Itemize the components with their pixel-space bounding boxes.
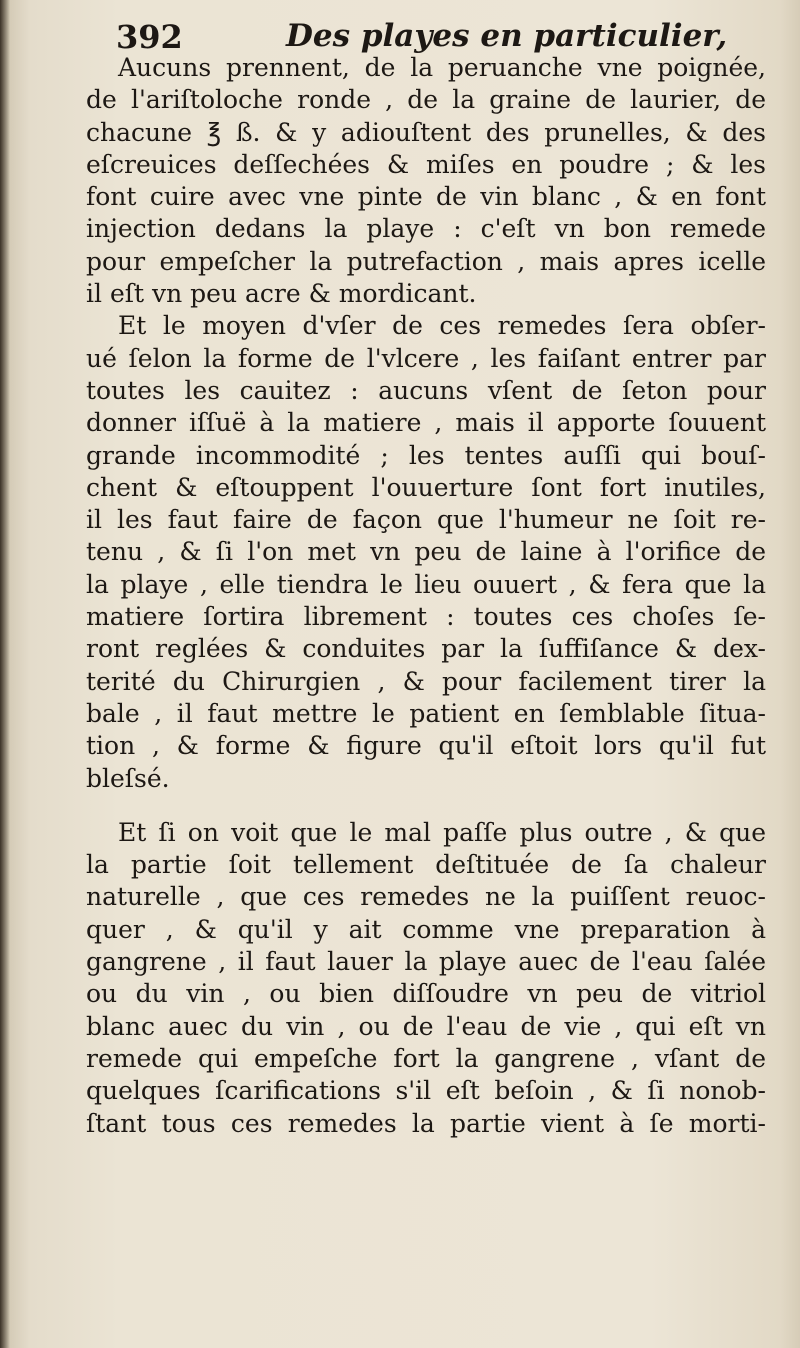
text-line: ué ſelon la forme de l'vlcere , les faiſant entrer par	[86, 343, 766, 373]
text-line: de l'ariſtoloche ronde , de la graine de laurier, de	[86, 85, 766, 115]
text-line: bale , il faut mettre le patient en ſemblable ſitua-	[86, 698, 766, 728]
text-line: eſcreuices deſſechées & miſes en poudre ; & les	[86, 149, 766, 179]
text-line: naturelle , que ces remedes ne la puiſſent reuoc-	[86, 882, 766, 912]
text-line: ou du vin , ou bien diſſoudre vn peu de vitriol	[86, 979, 766, 1009]
text-line: font cuire avec vne pinte de vin blanc , & en font	[86, 182, 766, 212]
text-line: Et ſi on voit que le mal paſſe plus outre , & que	[118, 817, 766, 847]
binding-gutter-shadow	[0, 0, 10, 1348]
text-line: il eſt vn peu acre & mordicant.	[86, 279, 477, 309]
paragraph	[86, 817, 766, 1140]
text-line: bleſsé.	[86, 763, 170, 793]
text-line: donner iſſuë à la matiere , mais il apporte ſouuent	[86, 408, 766, 438]
text-line: matiere ſortira librement : toutes ces choſes ſe-	[86, 602, 766, 632]
text-line: chent & eſtouppent l'ouuerture ſont fort inutiles,	[86, 472, 766, 502]
text-line: toutes les cauitez : aucuns vſent de ſeton pour	[86, 375, 766, 405]
text-line: Aucuns prennent, de la peruanche vne poignée,	[118, 53, 766, 82]
text-line: la playe , elle tiendra le lieu ouuert , & fera que la	[86, 569, 766, 599]
text-line: tion , & forme & figure qu'il eſtoit lors qu'il fut	[86, 731, 766, 761]
text-line: chacune ℥ ß. & y adiouſtent des prunelles, & des	[86, 117, 766, 147]
text-line: Et le moyen d'vſer de ces remedes ſera obſer-	[118, 311, 766, 341]
text-line: grande incommodité ; les tentes auſſi qui bouſ-	[86, 440, 766, 470]
running-head: Des playes en particulier,	[286, 18, 728, 54]
text-line: quer , & qu'il y ait comme vne preparation à	[86, 914, 766, 944]
paragraph-gap	[86, 795, 766, 817]
text-line: la partie ſoit tellement deſtituée de ſa chaleur	[86, 850, 766, 880]
paragraph	[86, 310, 766, 794]
body-text	[86, 52, 766, 1140]
text-line: tenu , & ſi l'on met vn peu de laine à l'orifice de	[86, 537, 766, 567]
text-line: ront reglées & conduites par la ſuffiſance & dex-	[86, 634, 766, 664]
paragraph	[86, 52, 766, 310]
text-line: pour empeſcher la putrefaction , mais apres icelle	[86, 246, 766, 276]
text-line: quelques ſcarifications s'il eſt beſoin , & ſi nonob-	[86, 1076, 766, 1106]
text-line: blanc auec du vin , ou de l'eau de vie , qui eſt vn	[86, 1011, 766, 1041]
text-line: ſtant tous ces remedes la partie vient à ſe morti-	[86, 1108, 766, 1138]
text-line: gangrene , il faut lauer la playe auec de l'eau ſalée	[86, 947, 766, 977]
text-line: il les faut faire de façon que l'humeur ne ſoit re-	[86, 505, 766, 535]
text-line: remede qui empeſche fort la gangrene , vſant de	[86, 1043, 766, 1073]
text-line: terité du Chirurgien , & pour facilement tirer la	[86, 666, 766, 696]
text-line: injection dedans la playe : c'eſt vn bon remede	[86, 214, 766, 244]
page-number: 392	[116, 18, 183, 56]
